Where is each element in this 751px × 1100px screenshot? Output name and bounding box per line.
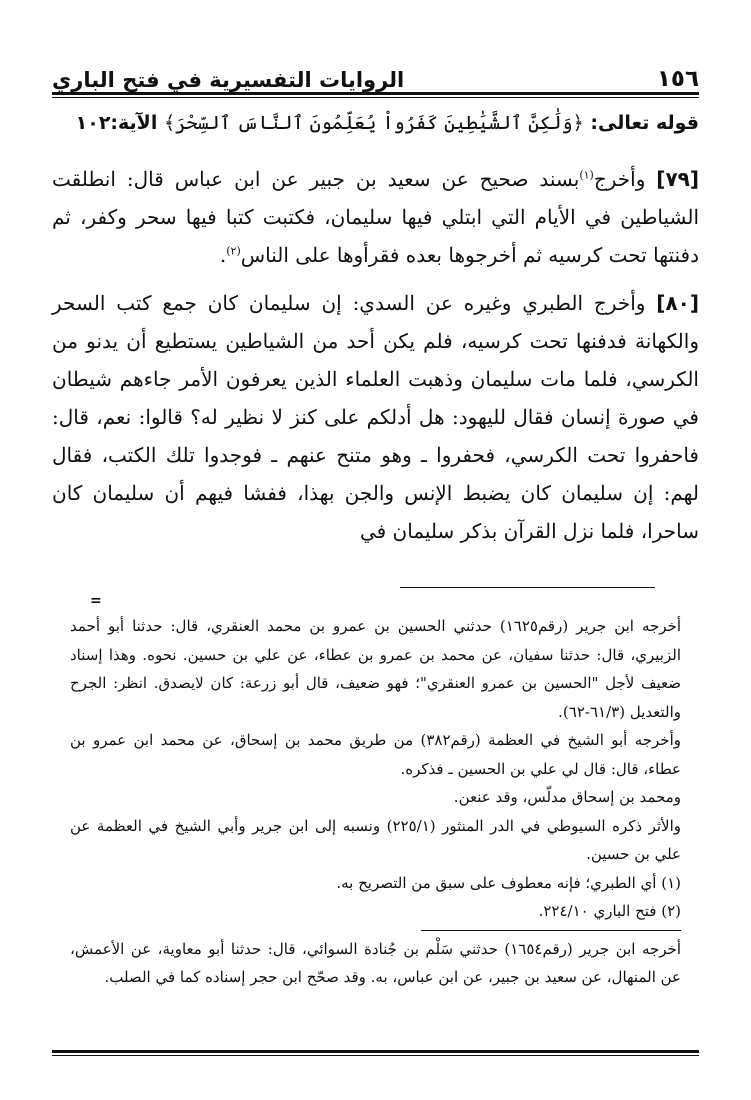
narration-number: [٨٠] — [656, 291, 699, 315]
footnote-2-detail: أخرجه ابن جرير (رقم١٦٥٤) حدثني سَلْم بن جُنادة السوائي، قال: حدثنا أبو معاوية، عن الأعمش، عن المنهال، عن سعيد بن جبير، عن ابن عباس، به. وقد صحّح ابن حجر إسناده كما في الصلب. — [70, 939, 681, 986]
footnotes — [70, 612, 681, 992]
footnote-carryover: والأثر ذكره السيوطي في الدر المنثور (٢٢٥/١) ونسبه إلى ابن جرير وأبي الشيخ في العظمة عن علي بن حسين. — [70, 816, 681, 863]
footnote-carryover: وأخرجه أبو الشيخ في العظمة (رقم٣٨٢) من طريق محمد بن إسحاق، عن محمد ابن عمرو بن عطاء، قال: قال لي علي بن الحسين ـ فذكره. — [70, 731, 681, 778]
paragraph-text: وأخرج — [593, 167, 657, 191]
header-rule-thick — [52, 92, 699, 95]
paragraph-text: . — [219, 243, 227, 267]
verse-heading — [52, 112, 699, 134]
footer-rule-thin — [52, 1055, 699, 1056]
footnote-separator — [400, 587, 655, 588]
footnote-2: (٢) فتح الباري ٢٢٤/١٠. — [538, 902, 681, 920]
narration-number: [٧٩] — [656, 167, 699, 191]
main-text — [52, 160, 699, 560]
quran-verse: ﴿وَلَٰكِنَّ ٱلشَّيَٰطِينَ كَفَرُواْ يُعَلِّمُونَ ٱلنَّاسَ ٱلسِّحْرَ﴾ — [163, 112, 584, 134]
footnote-ref-2[interactable]: (٢) — [226, 244, 241, 258]
paragraph-text: بسند صحيح عن سعيد بن جبير عن ابن عباس قال: انطلقت الشياطين في الأيام التي ابتلي فيها سليمان، فكتبت كتبا فيها سحر وكفر، ثم دفنتها تحت كرسيه ثم أخرجوها بعده فقرأوها على الناس — [52, 167, 699, 267]
footer-rule-thick — [52, 1050, 699, 1053]
paragraph-80 — [52, 284, 699, 550]
footnote-carryover: أخرجه ابن جرير (رقم١٦٢٥) حدثني الحسين بن عمرو بن محمد العنقري، قال: حدثنا أبو أحمد الزبيري، قال: حدثنا سفيان، عن محمد بن عمرو بن عطاء، عن علي بن حسين. نحوه. وهذا إسناد ضعيف لأجل "الحسين بن عمرو العنقري"؛ فهو ضعيف، قال أبو زرعة: كان لايصدق. انظر: الجرح والتعديل (٦١/٣-٦٢). — [70, 617, 681, 721]
paragraph-text: وأخرج الطبري وغيره عن السدي: إن سليمان كان جمع كتب السحر والكهانة فدفنها تحت كرسيه، فلم يكن أحد من الشياطين يستطيع أن يدنو من الكرسي، فلما مات سليمان وذهبت العلماء الذين يعرفون الأمر جاءهم شيطان في صورة إنسان فقال لليهود: هل أدلكم على كنز لا نظير له؟ قالوا: نعم، قال: فاحفروا تحت الكرسي، فحفروا ـ وهو متنح عنهم ـ فوجدوا تلك الكتب، فقال لهم: إن سليمان كان يضبط الإنس والجن بهذا، ففشا فيهم أن سليمان كان ساحرا، فلما نزل القرآن بذكر سليمان في — [52, 291, 699, 543]
heading-lead: قوله تعالى: — [583, 112, 699, 134]
continuation-mark: = — [90, 593, 102, 609]
footnote-ref-1[interactable]: (١) — [579, 168, 594, 182]
page-header — [52, 52, 699, 92]
running-title: الروايات التفسيرية في فتح الباري — [52, 68, 405, 92]
footnote-1: (١) أي الطبري؛ فإنه معطوف على سبق من التصريح به. — [336, 873, 681, 892]
footnote-carryover: ومحمد بن إسحاق مدلّس، وقد عنعن. — [453, 788, 681, 806]
footnote-sub-rule — [421, 930, 681, 931]
verse-number: الآية:١٠٢ — [75, 112, 164, 134]
paragraph-79 — [52, 160, 699, 274]
page-number: ١٥٦ — [656, 66, 699, 92]
header-rule-thin — [52, 97, 699, 98]
